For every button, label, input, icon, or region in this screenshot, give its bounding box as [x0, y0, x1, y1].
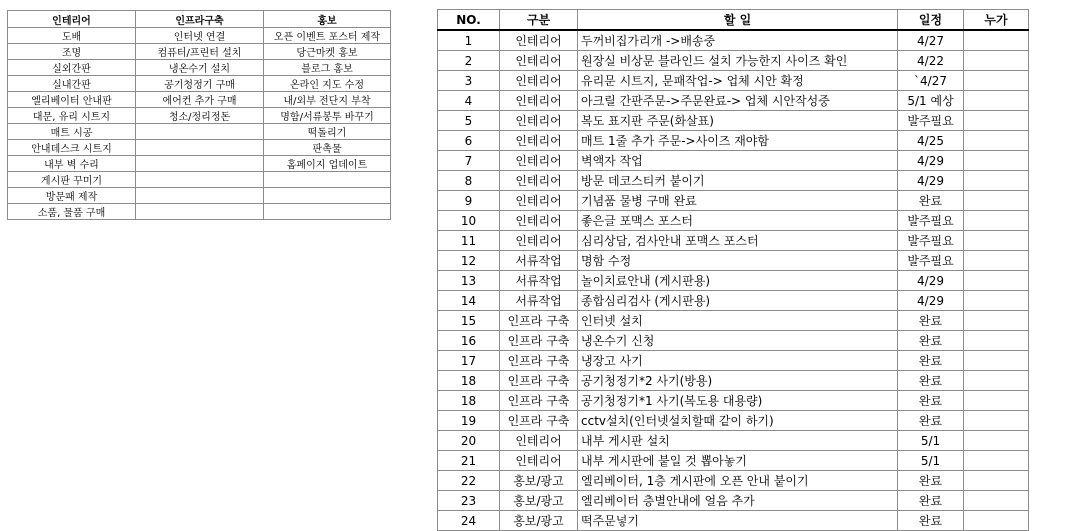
promotion-cell[interactable]: 당근마켓 홍보 — [264, 44, 391, 60]
todo-row — [438, 171, 1029, 191]
task-cell[interactable]: 인터넷 설치 — [578, 311, 898, 331]
promotion-cell[interactable]: 홈페이지 업데이트 — [264, 156, 391, 172]
assignee-cell[interactable] — [964, 51, 1029, 71]
assignee-cell[interactable] — [964, 191, 1029, 211]
schedule-cell[interactable]: 완료 — [898, 191, 964, 211]
schedule-cell[interactable]: 5/1 예상 — [898, 91, 964, 111]
category-cell[interactable]: 인테리어 — [500, 131, 578, 151]
task-cell[interactable]: 아크릴 간판주문->주문완료-> 업체 시안작성중 — [578, 91, 898, 111]
interior-cell[interactable]: 게시판 꾸미기 — [8, 172, 136, 188]
promotion-cell[interactable]: 명함/서류봉투 바꾸기 — [264, 108, 391, 124]
header-infrastructure: 인프라구축 — [136, 11, 264, 28]
schedule-cell[interactable]: 4/29 — [898, 291, 964, 311]
assignee-cell[interactable] — [964, 131, 1029, 151]
row-number-cell[interactable]: 18 — [438, 371, 500, 391]
row-number-cell[interactable]: 13 — [438, 271, 500, 291]
schedule-cell[interactable]: 발주필요 — [898, 251, 964, 271]
row-number-cell[interactable]: 12 — [438, 251, 500, 271]
infrastructure-cell[interactable] — [136, 156, 264, 172]
row-number-cell[interactable]: 1 — [438, 30, 500, 51]
category-row — [8, 204, 391, 220]
assignee-cell[interactable] — [964, 211, 1029, 231]
header-schedule: 일정 — [898, 10, 964, 31]
infrastructure-cell[interactable]: 컴퓨터/프린터 설치 — [136, 44, 264, 60]
task-cell[interactable]: 기념품 물병 구매 완료 — [578, 191, 898, 211]
todo-row — [438, 51, 1029, 71]
task-cell[interactable]: 유리문 시트지, 문패작업-> 업체 시안 확정 — [578, 71, 898, 91]
category-row — [8, 140, 391, 156]
interior-cell[interactable]: 소품, 물품 구매 — [8, 204, 136, 220]
infrastructure-cell[interactable] — [136, 204, 264, 220]
row-number-cell[interactable]: 8 — [438, 171, 500, 191]
infrastructure-cell[interactable] — [136, 124, 264, 140]
schedule-cell[interactable]: 완료 — [898, 511, 964, 531]
assignee-cell[interactable] — [964, 251, 1029, 271]
promotion-cell[interactable]: 떡돌리기 — [264, 124, 391, 140]
todo-row — [438, 191, 1029, 211]
category-cell[interactable]: 인프라 구축 — [500, 311, 578, 331]
assignee-cell[interactable] — [964, 491, 1029, 511]
todo-row — [438, 471, 1029, 491]
task-cell[interactable]: 놀이치료안내 (게시판용) — [578, 271, 898, 291]
todo-row — [438, 411, 1029, 431]
category-cell[interactable]: 인테리어 — [500, 71, 578, 91]
schedule-cell[interactable]: 완료 — [898, 351, 964, 371]
todo-row — [438, 30, 1029, 51]
row-number-cell[interactable]: 4 — [438, 91, 500, 111]
category-cell[interactable]: 인프라 구축 — [500, 331, 578, 351]
todo-row — [438, 91, 1029, 111]
schedule-cell[interactable]: 완료 — [898, 391, 964, 411]
schedule-cell[interactable]: 완료 — [898, 411, 964, 431]
schedule-cell[interactable]: 완료 — [898, 371, 964, 391]
row-number-cell[interactable]: 20 — [438, 431, 500, 451]
promotion-cell[interactable]: 판촉물 — [264, 140, 391, 156]
category-row — [8, 108, 391, 124]
category-cell[interactable]: 인프라 구축 — [500, 371, 578, 391]
todo-header-row — [438, 10, 1029, 31]
interior-cell[interactable]: 조명 — [8, 44, 136, 60]
schedule-cell[interactable]: `4/27 — [898, 71, 964, 91]
category-cell[interactable]: 홍보/광고 — [500, 511, 578, 531]
row-number-cell[interactable]: 2 — [438, 51, 500, 71]
todo-table — [437, 9, 1029, 531]
category-header-row — [8, 11, 391, 28]
category-row — [8, 124, 391, 140]
category-cell[interactable]: 인테리어 — [500, 171, 578, 191]
category-cell[interactable]: 서류작업 — [500, 271, 578, 291]
infrastructure-cell[interactable]: 공기청정기 구매 — [136, 76, 264, 92]
schedule-cell[interactable]: 4/29 — [898, 151, 964, 171]
assignee-cell[interactable] — [964, 71, 1029, 91]
assignee-cell[interactable] — [964, 231, 1029, 251]
row-number-cell[interactable]: 5 — [438, 111, 500, 131]
schedule-cell[interactable]: 4/22 — [898, 51, 964, 71]
assignee-cell[interactable] — [964, 151, 1029, 171]
task-cell[interactable]: 심리상담, 검사안내 포맥스 포스터 — [578, 231, 898, 251]
category-cell[interactable]: 홍보/광고 — [500, 491, 578, 511]
task-cell[interactable]: 복도 표지판 주문(화살표) — [578, 111, 898, 131]
header-promotion: 홍보 — [264, 11, 391, 28]
interior-cell[interactable]: 실내간판 — [8, 76, 136, 92]
todo-row — [438, 151, 1029, 171]
interior-cell[interactable]: 안내데스크 시트지 — [8, 140, 136, 156]
todo-row — [438, 371, 1029, 391]
assignee-cell[interactable] — [964, 411, 1029, 431]
todo-row — [438, 251, 1029, 271]
assignee-cell[interactable] — [964, 271, 1029, 291]
task-cell[interactable]: 방문 데코스티커 붙이기 — [578, 171, 898, 191]
todo-row — [438, 451, 1029, 471]
category-cell[interactable]: 인테리어 — [500, 111, 578, 131]
interior-cell[interactable]: 대문, 유리 시트지 — [8, 108, 136, 124]
assignee-cell[interactable] — [964, 471, 1029, 491]
task-cell[interactable]: 매트 1줄 추가 주문->사이즈 재야함 — [578, 131, 898, 151]
category-cell[interactable]: 서류작업 — [500, 291, 578, 311]
category-cell[interactable]: 인프라 구축 — [500, 391, 578, 411]
row-number-cell[interactable]: 19 — [438, 411, 500, 431]
promotion-cell[interactable]: 오픈 이벤트 포스터 제작 — [264, 28, 391, 44]
task-cell[interactable]: 냉온수기 신청 — [578, 331, 898, 351]
category-cell[interactable]: 인테리어 — [500, 231, 578, 251]
category-cell[interactable]: 인테리어 — [500, 30, 578, 51]
todo-row — [438, 131, 1029, 151]
row-number-cell[interactable]: 24 — [438, 511, 500, 531]
row-number-cell[interactable]: 10 — [438, 211, 500, 231]
infrastructure-cell[interactable]: 인터넷 연결 — [136, 28, 264, 44]
row-number-cell[interactable]: 22 — [438, 471, 500, 491]
task-cell[interactable]: 떡주문넣기 — [578, 511, 898, 531]
schedule-cell[interactable]: 5/1 — [898, 431, 964, 451]
task-cell[interactable]: 두꺼비집가리개 ->배송중 — [578, 30, 898, 51]
assignee-cell[interactable] — [964, 331, 1029, 351]
row-number-cell[interactable]: 3 — [438, 71, 500, 91]
row-number-cell[interactable]: 21 — [438, 451, 500, 471]
row-number-cell[interactable]: 18 — [438, 391, 500, 411]
row-number-cell[interactable]: 15 — [438, 311, 500, 331]
task-cell[interactable]: 내부 게시판에 붙일 것 뽑아놓기 — [578, 451, 898, 471]
infrastructure-cell[interactable]: 청소/정리정돈 — [136, 108, 264, 124]
assignee-cell[interactable] — [964, 171, 1029, 191]
interior-cell[interactable]: 매트 시공 — [8, 124, 136, 140]
schedule-cell[interactable]: 발주필요 — [898, 211, 964, 231]
todo-row — [438, 111, 1029, 131]
category-cell[interactable]: 인테리어 — [500, 211, 578, 231]
row-number-cell[interactable]: 6 — [438, 131, 500, 151]
assignee-cell[interactable] — [964, 91, 1029, 111]
interior-cell[interactable]: 내부 벽 수리 — [8, 156, 136, 172]
task-cell[interactable]: 종합심리검사 (게시판용) — [578, 291, 898, 311]
schedule-cell[interactable]: 4/27 — [898, 30, 964, 51]
row-number-cell[interactable]: 14 — [438, 291, 500, 311]
schedule-cell[interactable]: 발주필요 — [898, 231, 964, 251]
row-number-cell[interactable]: 17 — [438, 351, 500, 371]
category-row — [8, 76, 391, 92]
interior-cell[interactable]: 방문패 제작 — [8, 188, 136, 204]
task-cell[interactable]: 냉장고 사기 — [578, 351, 898, 371]
assignee-cell[interactable] — [964, 451, 1029, 471]
category-cell[interactable]: 인프라 구축 — [500, 411, 578, 431]
promotion-cell[interactable] — [264, 172, 391, 188]
header-category: 구분 — [500, 10, 578, 31]
schedule-cell[interactable]: 4/29 — [898, 271, 964, 291]
todo-row — [438, 391, 1029, 411]
task-cell[interactable]: 엘리베이터 층별안내에 얼음 추가 — [578, 491, 898, 511]
assignee-cell[interactable] — [964, 371, 1029, 391]
todo-row — [438, 431, 1029, 451]
todo-row — [438, 291, 1029, 311]
schedule-cell[interactable]: 완료 — [898, 311, 964, 331]
header-no: NO. — [438, 10, 500, 31]
task-cell[interactable]: 명함 수정 — [578, 251, 898, 271]
task-cell[interactable]: 엘리베이터, 1층 게시판에 오픈 안내 붙이기 — [578, 471, 898, 491]
schedule-cell[interactable]: 완료 — [898, 471, 964, 491]
task-cell[interactable]: 좋은글 포맥스 포스터 — [578, 211, 898, 231]
task-cell[interactable]: 공기청정기*1 사기(복도용 대용량) — [578, 391, 898, 411]
schedule-cell[interactable]: 발주필요 — [898, 111, 964, 131]
category-cell[interactable]: 인테리어 — [500, 151, 578, 171]
row-number-cell[interactable]: 9 — [438, 191, 500, 211]
infrastructure-cell[interactable] — [136, 140, 264, 156]
todo-row — [438, 491, 1029, 511]
category-cell[interactable]: 인테리어 — [500, 451, 578, 471]
category-cell[interactable]: 홍보/광고 — [500, 471, 578, 491]
infrastructure-cell[interactable] — [136, 172, 264, 188]
category-cell[interactable]: 인테리어 — [500, 431, 578, 451]
todo-row — [438, 511, 1029, 531]
category-row — [8, 60, 391, 76]
task-cell[interactable]: 내부 게시판 설치 — [578, 431, 898, 451]
category-cell[interactable]: 인테리어 — [500, 191, 578, 211]
todo-row — [438, 71, 1029, 91]
interior-cell[interactable]: 엘리베이터 안내판 — [8, 92, 136, 108]
schedule-cell[interactable]: 4/25 — [898, 131, 964, 151]
row-number-cell[interactable]: 11 — [438, 231, 500, 251]
assignee-cell[interactable] — [964, 391, 1029, 411]
assignee-cell[interactable] — [964, 291, 1029, 311]
category-cell[interactable]: 인테리어 — [500, 91, 578, 111]
infrastructure-cell[interactable] — [136, 188, 264, 204]
category-checklist-table — [7, 10, 391, 220]
promotion-cell[interactable]: 온라인 지도 수정 — [264, 76, 391, 92]
todo-row — [438, 271, 1029, 291]
row-number-cell[interactable]: 16 — [438, 331, 500, 351]
category-cell[interactable]: 인프라 구축 — [500, 351, 578, 371]
interior-cell[interactable]: 실외간판 — [8, 60, 136, 76]
todo-row — [438, 311, 1029, 331]
category-row — [8, 156, 391, 172]
todo-row — [438, 231, 1029, 251]
category-cell[interactable]: 인테리어 — [500, 51, 578, 71]
category-row — [8, 28, 391, 44]
assignee-cell[interactable] — [964, 311, 1029, 331]
task-cell[interactable]: 공기청정기*2 사기(방용) — [578, 371, 898, 391]
assignee-cell[interactable] — [964, 431, 1029, 451]
interior-cell[interactable]: 도배 — [8, 28, 136, 44]
todo-row — [438, 351, 1029, 371]
todo-row — [438, 211, 1029, 231]
infrastructure-cell[interactable]: 에어컨 추가 구매 — [136, 92, 264, 108]
promotion-cell[interactable]: 내/외부 전단지 부착 — [264, 92, 391, 108]
assignee-cell[interactable] — [964, 30, 1029, 51]
schedule-cell[interactable]: 5/1 — [898, 451, 964, 471]
category-row — [8, 92, 391, 108]
promotion-cell[interactable] — [264, 188, 391, 204]
task-cell[interactable]: 벽액자 작업 — [578, 151, 898, 171]
infrastructure-cell[interactable]: 냉온수기 설치 — [136, 60, 264, 76]
header-interior: 인테리어 — [8, 11, 136, 28]
task-cell[interactable]: cctv설치(인터넷설치할때 같이 하기) — [578, 411, 898, 431]
assignee-cell[interactable] — [964, 511, 1029, 531]
row-number-cell[interactable]: 7 — [438, 151, 500, 171]
header-task: 할 일 — [578, 10, 898, 31]
todo-row — [438, 331, 1029, 351]
row-number-cell[interactable]: 23 — [438, 491, 500, 511]
promotion-cell[interactable] — [264, 204, 391, 220]
category-row — [8, 188, 391, 204]
header-assignee: 누가 — [964, 10, 1029, 31]
task-cell[interactable]: 원장실 비상문 블라인드 설치 가능한지 사이즈 확인 — [578, 51, 898, 71]
schedule-cell[interactable]: 4/29 — [898, 171, 964, 191]
promotion-cell[interactable]: 블로그 홍보 — [264, 60, 391, 76]
schedule-cell[interactable]: 완료 — [898, 331, 964, 351]
schedule-cell[interactable]: 완료 — [898, 491, 964, 511]
assignee-cell[interactable] — [964, 111, 1029, 131]
category-row — [8, 44, 391, 60]
category-row — [8, 172, 391, 188]
category-cell[interactable]: 서류작업 — [500, 251, 578, 271]
assignee-cell[interactable] — [964, 351, 1029, 371]
